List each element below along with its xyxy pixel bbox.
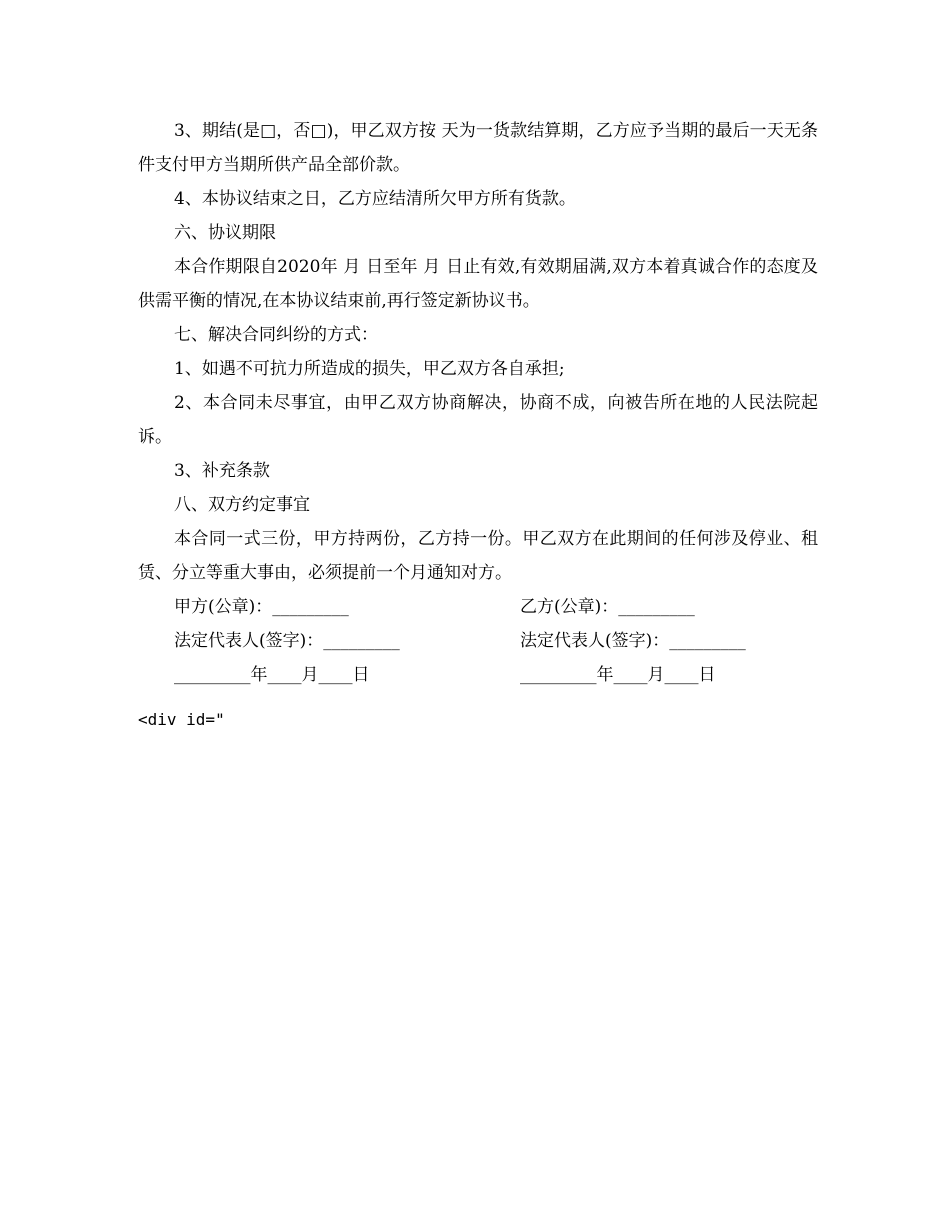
party-b-seal-field: 乙方(公章)：_________ [520,597,695,617]
section-heading-disputes: 七、解决合同纠纷的方式： [174,325,378,345]
trailing-markup-text: <div id=" [138,710,225,729]
party-a-date-field: _________年____月____日 [174,665,370,685]
section-heading-agreed-matters: 八、双方约定事宜 [174,495,310,515]
paragraph-supplementary: 3、补充条款 [174,461,270,481]
signature-row-date [138,658,818,692]
paragraph-settlement-period: 3、期结(是□，否□)，甲乙双方按 天为一货款结算期，乙方应予当期的最后一天无条件支付甲方当期所供产品全部价款。 [138,121,818,175]
paragraph-payment-clearance: 4、本协议结束之日，乙方应结清所欠甲方所有货款。 [174,189,576,209]
party-a-representative-field: 法定代表人(签字)：_________ [174,631,400,651]
document-body [138,114,818,692]
party-b-date-field: _________年____月____日 [520,665,716,685]
paragraph-term: 本合作期限自2020年 月 日至年 月 日止有效,有效期届满,双方本着真诚合作的态度及供需平衡的情况,在本协议结束前,再行签定新协议书。 [138,257,818,311]
party-b-representative-field: 法定代表人(签字)：_________ [520,631,746,651]
signature-row-representative [138,624,818,658]
paragraph-copies: 本合同一式三份，甲方持两份，乙方持一份。甲乙双方在此期间的任何涉及停业、租赁、分立等重大事由，必须提前一个月通知对方。 [138,529,818,583]
party-a-seal-field: 甲方(公章)：_________ [174,597,349,617]
section-heading-term: 六、协议期限 [174,223,276,243]
signature-row-seal [138,590,818,624]
paragraph-litigation: 2、本合同未尽事宜，由甲乙双方协商解决，协商不成，向被告所在地的人民法院起诉。 [138,393,818,447]
paragraph-force-majeure: 1、如遇不可抗力所造成的损失，甲乙双方各自承担; [174,359,565,379]
